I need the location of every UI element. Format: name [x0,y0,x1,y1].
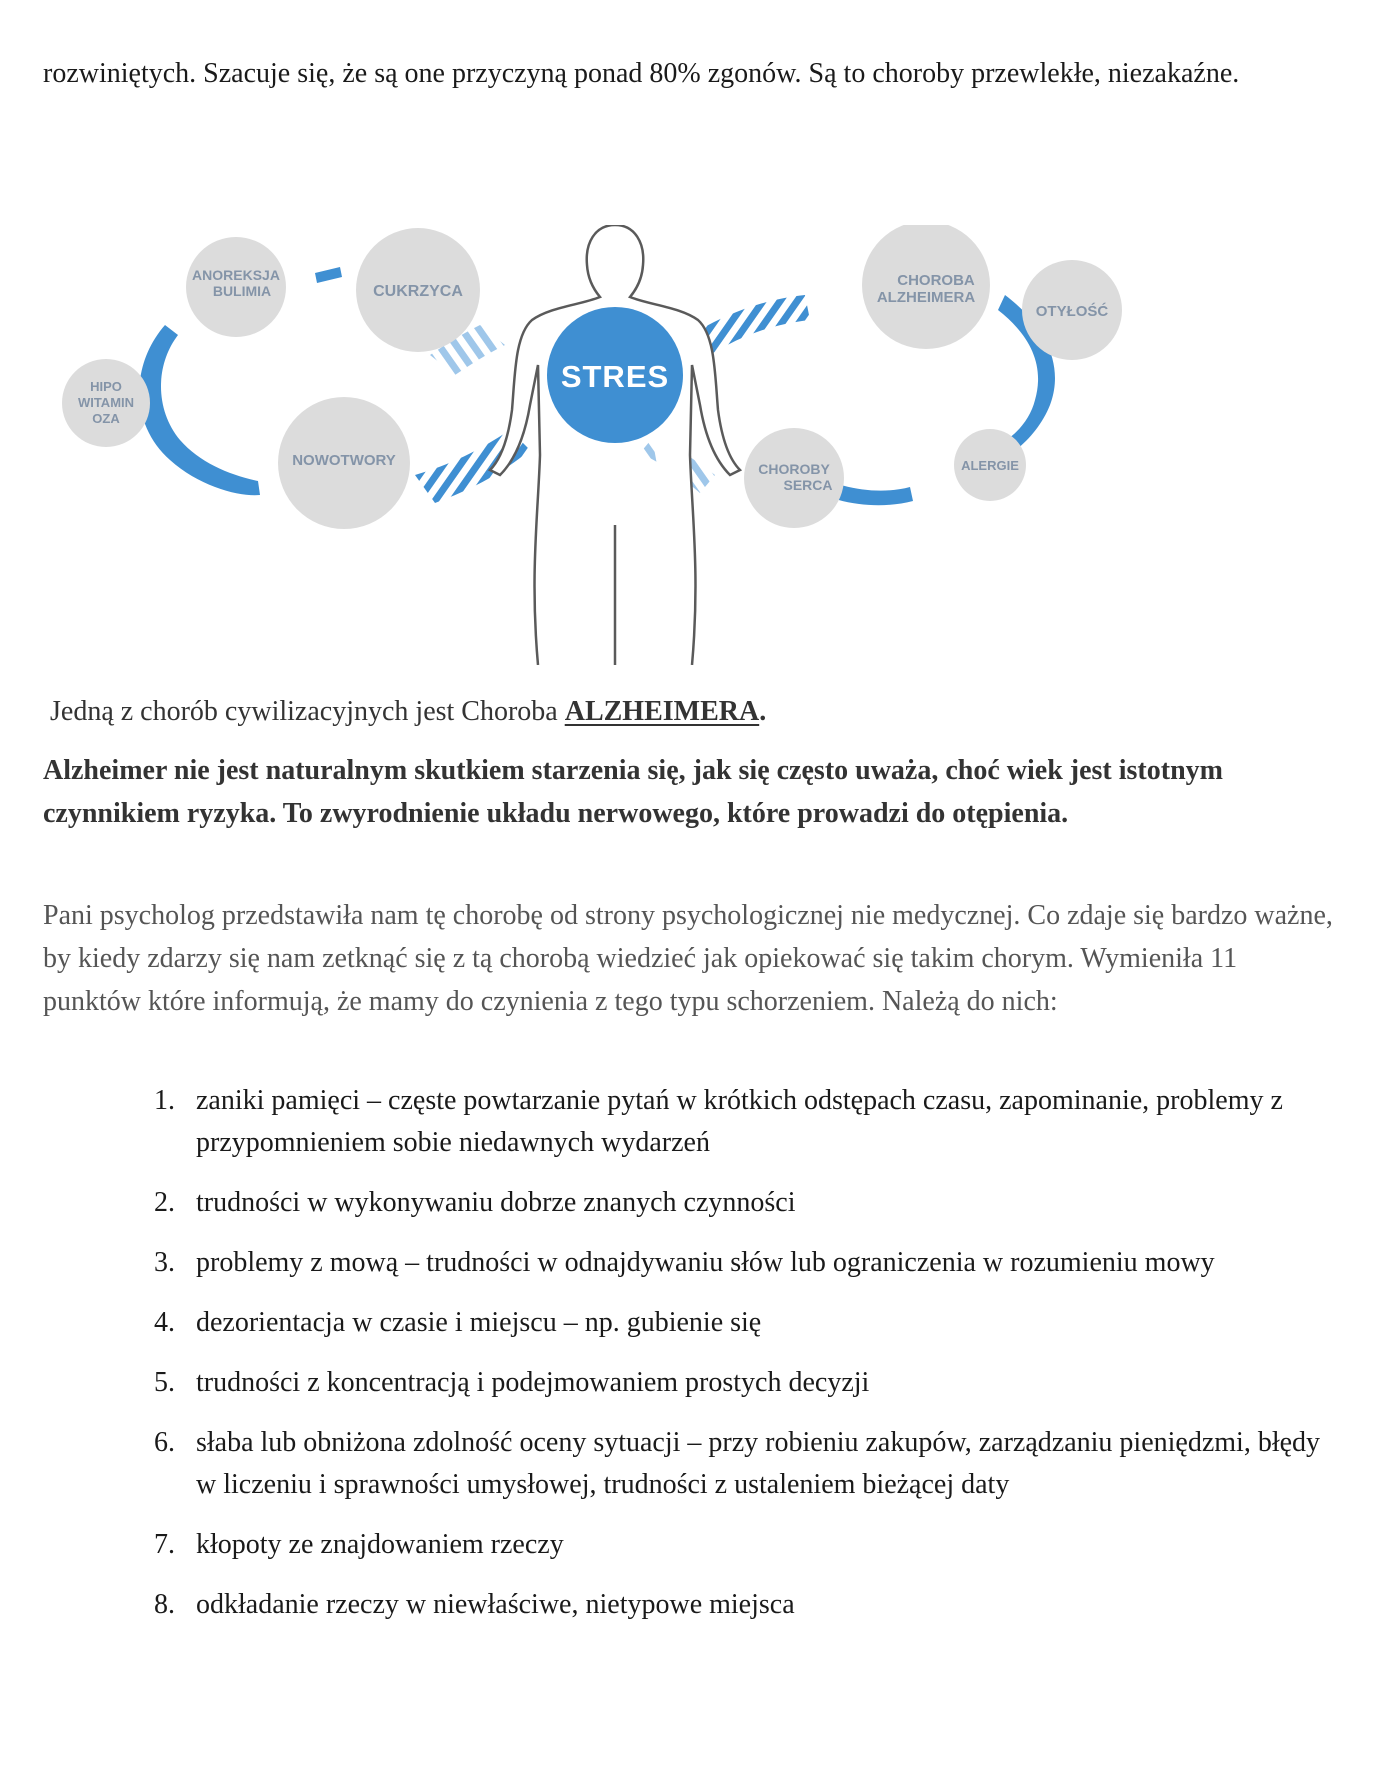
intro-suffix: . [759,696,767,727]
stres-label: STRES [560,359,670,394]
paragraph-intro [50,690,1340,733]
svg-text:OZA: OZA [92,411,120,426]
paragraph-psychologist: Pani psycholog przedstawiła nam tę chorobę od strony psychologicznej nie medycznej. Co zdaje się bardzo ważne, by kiedy zdarzy się nam zetknąć się z tą chorobą wiedzieć jak opiekować się takim chorym. Wymieniła 11 punktów które informują, że mamy do czynienia z tego typu schorzeniem. Należą do nich: [43,900,1333,1017]
svg-text:WITAMIN: WITAMIN [77,395,135,410]
list-item: 5. trudności z koncentracją i podejmowaniem prostych decyzji [154,1367,870,1398]
list-item: 2. trudności w wykonywaniu dobrze znanych czynności [154,1187,796,1218]
human-silhouette [490,225,740,665]
svg-text:ALERGIE: ALERGIE [961,458,1019,473]
svg-text:SERCA: SERCA [783,477,833,493]
list-item: 4. dezorientacja w czasie i miejscu – np. gubienie się [154,1307,762,1338]
list-item: 3. problemy z mową – trudności w odnajdywaniu słów lub ograniczenia w rozumieniu mowy [154,1247,1215,1278]
svg-text:BULIMIA: BULIMIA [212,283,272,299]
svg-text:CHOROBA: CHOROBA [897,272,975,289]
left-loop-arc-top [315,267,342,283]
svg-text:HIPO: HIPO [90,379,122,394]
svg-text:CHOROBY: CHOROBY [758,461,830,477]
intro-prefix: Jedną z chorób cywilizacyjnych jest Choroba [50,696,565,727]
list-item: 8. odkładanie rzeczy w niewłaściwe, nietypowe miejsca [154,1589,795,1620]
svg-text:ALZHEIMERA: ALZHEIMERA [876,289,976,306]
list-item: 1. zaniki pamięci – częste powtarzanie pytań w krótkich odstępach czasu, zapominanie, problemy z przypomnieniem sobie niedawnych wydarzeń [154,1085,1283,1158]
svg-text:NOWOTWORY: NOWOTWORY [292,452,396,469]
paragraph-top: rozwiniętych. Szacuje się, że są one przyczyną ponad 80% zgonów. Są to choroby przewlekłe, niezakaźne. [43,58,1240,89]
svg-text:CUKRZYCA: CUKRZYCA [373,283,463,300]
stress-diseases-diagram [60,225,1170,665]
list-item: 7. kłopoty ze znajdowaniem rzeczy [154,1529,564,1560]
list-item: 6. słaba lub obniżona zdolność oceny sytuacji – przy robieniu zakupów, zarządzaniu pieniędzmi, błędy w liczeniu i sprawności umysłowej, trudności z ustaleniem bieżącej daty [154,1427,1321,1500]
alzheimer-emphasis: ALZHEIMERA [564,696,760,727]
svg-text:OTYŁOŚĆ: OTYŁOŚĆ [1035,303,1109,320]
symptoms-list [150,1080,1330,1644]
svg-text:ANOREKSJA: ANOREKSJA [192,267,280,283]
paragraph-bold: Alzheimer nie jest naturalnym skutkiem starzenia się, jak się często uważa, choć wiek jest istotnym czynnikiem ryzyka. To zwyrodnienie układu nerwowego, które prowadzi do otępienia. [43,755,1223,829]
left-loop-arc-left [139,325,260,495]
